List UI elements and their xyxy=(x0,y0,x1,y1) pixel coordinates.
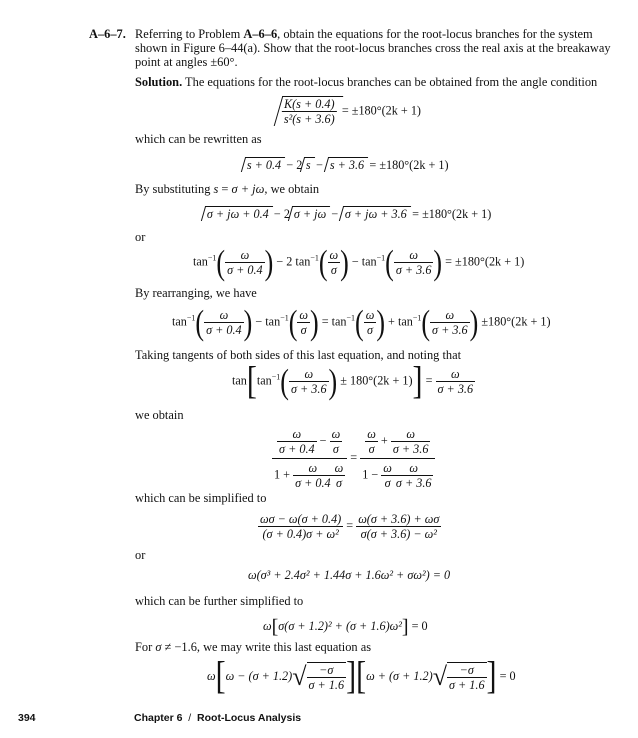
lhs-top xyxy=(272,427,347,459)
footer-chapter: Chapter 6 xyxy=(134,712,183,724)
right-bracket: ] xyxy=(412,359,423,403)
operator: + tan xyxy=(384,314,413,329)
substitute-pre: By substituting xyxy=(135,182,214,196)
running-footer xyxy=(134,712,301,724)
fraction-numerator: ω xyxy=(383,461,392,475)
operator: − 2 tan xyxy=(273,254,311,269)
text-rewritten: which can be rewritten as xyxy=(135,132,262,146)
fraction-denominator: σ + 0.4 xyxy=(295,476,331,490)
fraction-numerator: ω xyxy=(394,248,434,263)
text-tangents: Taking tangents of both sides of this last equation, and noting that xyxy=(135,348,462,362)
eq6-mid: ± 180°(2k + 1) xyxy=(337,373,413,388)
right-bracket: ] xyxy=(346,654,357,698)
problem-line-3: point at angles ±60°. xyxy=(135,55,238,69)
left-paren: ( xyxy=(355,302,364,342)
operator: − xyxy=(316,433,330,448)
operator: = tan xyxy=(318,314,347,329)
tan-label: tan xyxy=(172,314,187,329)
equation-compound-fraction xyxy=(272,427,435,490)
right-paren: ) xyxy=(469,302,479,342)
fraction-numerator: ω(σ + 3.6) + ωσ xyxy=(358,512,440,526)
text-simplified: which can be simplified to xyxy=(135,491,267,505)
operator: = xyxy=(347,450,361,465)
inverse-sup: −1 xyxy=(207,253,217,263)
problem-reference: A–6–6 xyxy=(243,27,278,41)
eq2-op2: − xyxy=(313,158,327,172)
angle-symbol xyxy=(274,96,343,126)
left-paren: ( xyxy=(216,242,226,282)
equation-angles-sigma xyxy=(203,206,491,221)
eq3-op1: − 2 xyxy=(270,207,290,221)
eq2-angle-b: s xyxy=(306,158,311,172)
fraction-denominator: σ + 1.6 xyxy=(308,678,345,692)
tan-label: tan xyxy=(232,373,247,388)
for-sigma-var: σ xyxy=(155,640,162,654)
tan-label: tan xyxy=(256,373,272,388)
for-sigma-post: ≠ −1.6, we may write this last equation as xyxy=(161,640,372,654)
equation-angle-condition xyxy=(278,96,421,126)
solution-label: Solution. xyxy=(135,75,183,89)
eq11-rhs: = 0 xyxy=(496,668,516,683)
eq1-rhs: = ±180°(2k + 1) xyxy=(341,103,421,118)
equation-simplified xyxy=(258,512,441,541)
left-paren: ( xyxy=(318,242,328,282)
eq2-angle-c: s + 3.6 xyxy=(329,158,365,172)
left-bracket: [ xyxy=(356,654,367,698)
rhs-fraction xyxy=(360,427,435,490)
equation-arctan-1 xyxy=(193,242,525,282)
operator: 1 + xyxy=(274,467,294,482)
text-or-2: or xyxy=(135,548,146,562)
eq3-angle-c: σ + jω + 3.6 xyxy=(345,207,407,221)
operator: − tan xyxy=(348,254,377,269)
left-paren: ( xyxy=(385,242,394,282)
fraction-denominator: σ + 0.4 xyxy=(206,323,242,337)
eq1-numerator: K(s + 0.4) xyxy=(282,97,337,112)
fraction-denominator: σ + 3.6 xyxy=(432,323,468,337)
tan-label: tan xyxy=(193,254,208,269)
operator: 1 − xyxy=(362,467,382,482)
fraction-numerator: ω xyxy=(277,427,317,442)
fraction-numerator: ω xyxy=(436,367,476,382)
operator: − tan xyxy=(252,314,281,329)
solution-line xyxy=(135,75,597,90)
fraction-numerator: ω xyxy=(331,427,341,441)
operator: = xyxy=(422,373,436,388)
left-bracket: [ xyxy=(246,359,257,403)
inverse-sup: −1 xyxy=(280,313,289,323)
right-bracket: ] xyxy=(486,654,497,698)
fraction-denominator: σ xyxy=(368,442,375,456)
fraction-denominator: σ xyxy=(330,263,337,277)
eq3-rhs: = ±180°(2k + 1) xyxy=(409,207,492,221)
fraction-numerator: ω xyxy=(329,248,339,262)
eq3-angle-a: σ + jω + 0.4 xyxy=(206,207,269,221)
text-for-sigma xyxy=(135,640,371,655)
eq10-rhs: = 0 xyxy=(408,618,428,633)
fraction-numerator: ω xyxy=(367,427,376,441)
fraction-numerator: ω xyxy=(334,461,344,475)
inverse-sup: −1 xyxy=(412,313,422,323)
text-or-1: or xyxy=(135,230,146,244)
right-paren: ) xyxy=(309,302,319,342)
inverse-sup: −1 xyxy=(310,253,319,263)
rhs-bottom xyxy=(360,459,435,490)
inverse-sup: −1 xyxy=(346,313,356,323)
operator: = xyxy=(343,518,357,533)
equation-tangent-identity xyxy=(232,359,475,403)
equation-polynomial: ω(σ³ + 2.4σ² + 1.44σ + 1.6ω² + σω²) = 0 xyxy=(248,568,451,582)
omega-factor: ω xyxy=(207,668,216,683)
fraction-denominator: σ xyxy=(332,442,339,456)
substitute-mid: = xyxy=(218,182,232,196)
left-paren: ( xyxy=(421,302,431,342)
fraction-numerator: ω xyxy=(299,308,308,322)
left-bracket: [ xyxy=(215,654,226,698)
text-further: which can be further simplified to xyxy=(135,594,304,608)
lhs-fraction xyxy=(272,427,347,490)
right-paren: ) xyxy=(243,302,253,342)
solution-text: The equations for the root-locus branches can be obtained from the angle condition xyxy=(182,75,598,89)
rhs-top xyxy=(360,427,435,459)
fraction-denominator: σ + 3.6 xyxy=(395,263,432,277)
left-bracket: [ xyxy=(271,616,279,638)
fraction-numerator: −σ xyxy=(447,663,487,678)
eq1-denominator: s²(s + 3.6) xyxy=(283,112,335,126)
right-bracket: ] xyxy=(401,616,409,638)
problem-line-1 xyxy=(135,27,593,42)
substitute-post: , we obtain xyxy=(264,182,320,196)
right-paren: ) xyxy=(340,242,349,282)
eq4-rhs: = ±180°(2k + 1) xyxy=(442,254,525,269)
right-paren: ) xyxy=(328,361,338,401)
right-paren: ) xyxy=(264,242,274,282)
page-number: 394 xyxy=(18,712,36,724)
fraction-numerator: ω xyxy=(225,248,265,263)
footer-title: Root-Locus Analysis xyxy=(197,712,302,724)
left-paren: ( xyxy=(195,302,205,342)
fraction-denominator: σ + 3.6 xyxy=(290,382,327,396)
fraction-numerator: ω xyxy=(391,427,431,442)
equation-factored xyxy=(207,654,516,698)
fraction-numerator: ω xyxy=(394,461,434,476)
operator: + xyxy=(377,433,391,448)
equation-angles-s xyxy=(243,157,449,172)
lhs-bottom xyxy=(272,459,347,490)
eq3-angle-b: σ + jω xyxy=(293,207,327,221)
eq2-rhs: = ±180°(2k + 1) xyxy=(366,158,449,172)
fraction-numerator: ω xyxy=(289,367,329,382)
footer-separator: / xyxy=(188,712,192,724)
text-substituting xyxy=(135,182,319,197)
eq11-factor-a: ω − (σ + 1.2) xyxy=(225,668,293,683)
eq11-factor-b: ω + (σ + 1.2) xyxy=(366,668,433,683)
left-paren: ( xyxy=(288,302,298,342)
eq3-op2: − xyxy=(328,207,342,221)
fraction-denominator: σ xyxy=(367,323,374,337)
substitute-s: s xyxy=(213,182,219,196)
equation-further xyxy=(263,614,428,640)
inverse-sup: −1 xyxy=(186,313,196,323)
eq2-op1: − 2 xyxy=(283,158,303,172)
inverse-sup: −1 xyxy=(271,372,281,382)
fraction-denominator: σ xyxy=(300,323,307,337)
right-paren: ) xyxy=(433,242,443,282)
substitute-expr: σ + jω xyxy=(231,182,265,196)
fraction-numerator: ω xyxy=(204,308,244,323)
fraction-numerator: −σ xyxy=(307,663,347,678)
fraction-denominator: σ xyxy=(384,476,391,490)
fraction-denominator: σ + 1.6 xyxy=(448,678,485,692)
fraction-numerator: ω xyxy=(293,461,333,476)
fraction-denominator: σ + 3.6 xyxy=(392,442,429,456)
text-rearranging: By rearranging, we have xyxy=(135,286,257,300)
inverse-sup: −1 xyxy=(376,253,386,263)
eq2-angle-a: s + 0.4 xyxy=(246,158,282,172)
sqrt-symbol: √ $\frac{-\sigma}{\sigma + 1.6}$ xyxy=(432,662,485,692)
fraction-numerator: ω xyxy=(430,308,470,323)
fraction-denominator: σ(σ + 3.6) − ω² xyxy=(360,527,437,541)
fraction-denominator: σ + 3.6 xyxy=(437,382,474,396)
equation-arctan-2 xyxy=(172,302,551,342)
fraction-denominator: σ + 0.4 xyxy=(227,263,263,277)
fraction-denominator: (σ + 0.4)σ + ω² xyxy=(262,527,339,541)
omega-factor: ω xyxy=(263,618,272,633)
left-paren: ( xyxy=(280,361,289,401)
fraction-denominator: σ + 3.6 xyxy=(395,476,432,490)
text-we-obtain: we obtain xyxy=(135,408,184,422)
fraction-numerator: ωσ − ω(σ + 0.4) xyxy=(260,512,342,526)
fraction-denominator: σ + 0.4 xyxy=(279,442,315,456)
problem-number: A–6–7. xyxy=(89,27,126,41)
problem-line-2: shown in Figure 6–44(a). Show that the root-locus branches cross the real axis at the breakaway xyxy=(135,41,611,55)
sqrt-symbol: √ $\frac{-\sigma}{\sigma + 1.6}$ xyxy=(292,662,345,692)
right-paren: ) xyxy=(376,302,385,342)
fraction-denominator: σ xyxy=(335,476,342,490)
fraction-numerator: ω xyxy=(365,308,375,322)
eq5-rhs: ±180°(2k + 1) xyxy=(478,314,551,329)
problem-line-1-post: , obtain the equations for the root-locus branches for the system xyxy=(277,27,593,41)
for-sigma-pre: For xyxy=(135,640,156,654)
eq10-body: σ(σ + 1.2)² + (σ + 1.6)ω² xyxy=(278,618,402,633)
problem-line-1-pre: Referring to Problem xyxy=(135,27,244,41)
